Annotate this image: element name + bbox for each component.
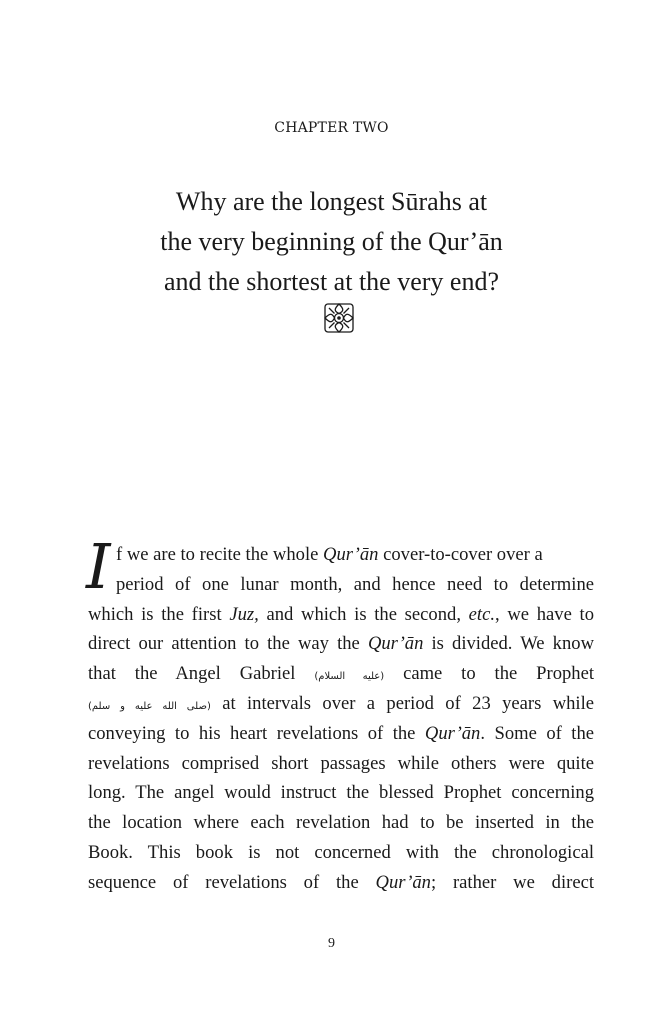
text-line: which is the first Juz, and which is the second, etc., we have to [88, 603, 594, 625]
body-paragraph [86, 530, 594, 898]
text-line: Book. This book is not concerned with the chronological [88, 841, 594, 863]
text-line: long. The angel would instruct the blessed Prophet concerning [88, 782, 594, 804]
chapter-title-line: Why are the longest Sūrahs at [175, 187, 488, 216]
text-line: period of one lunar month, and hence need to determine [116, 573, 594, 595]
chapter-title-line: and the shortest at the very end? [164, 267, 499, 296]
text-line: conveying to his heart revelations of the Qur’ān. Some of the [88, 722, 594, 744]
chapter-label: CHAPTER TWO [274, 120, 389, 136]
text-line: the location where each revelation had to be inserted in the [88, 812, 594, 834]
text-line: direct our attention to the way the Qur’ān is divided. We know [88, 633, 594, 655]
text-line: f we are to recite the whole Qur’ān cover-to-cover over a [116, 544, 543, 565]
chapter-title [40, 182, 623, 302]
drop-cap: I [86, 530, 111, 603]
text-line: sequence of revelations of the Qur’ān; rather we direct [88, 871, 594, 893]
arabic-honorific: (صلى الله عليه و سلم) [88, 700, 211, 712]
text-line: that the Angel Gabriel (عليه السلام) came to the Prophet [88, 663, 594, 685]
page-number: 9 [328, 936, 335, 951]
text-line: revelations comprised short passages while others were quite [88, 752, 594, 774]
text-line: (صلى الله عليه و سلم) at intervals over a period of 23 years while [88, 692, 594, 714]
floral-ornament-icon [323, 302, 355, 334]
chapter-title-line: the very beginning of the Qur’ān [160, 227, 503, 256]
arabic-honorific: (عليه السلام) [314, 671, 385, 683]
